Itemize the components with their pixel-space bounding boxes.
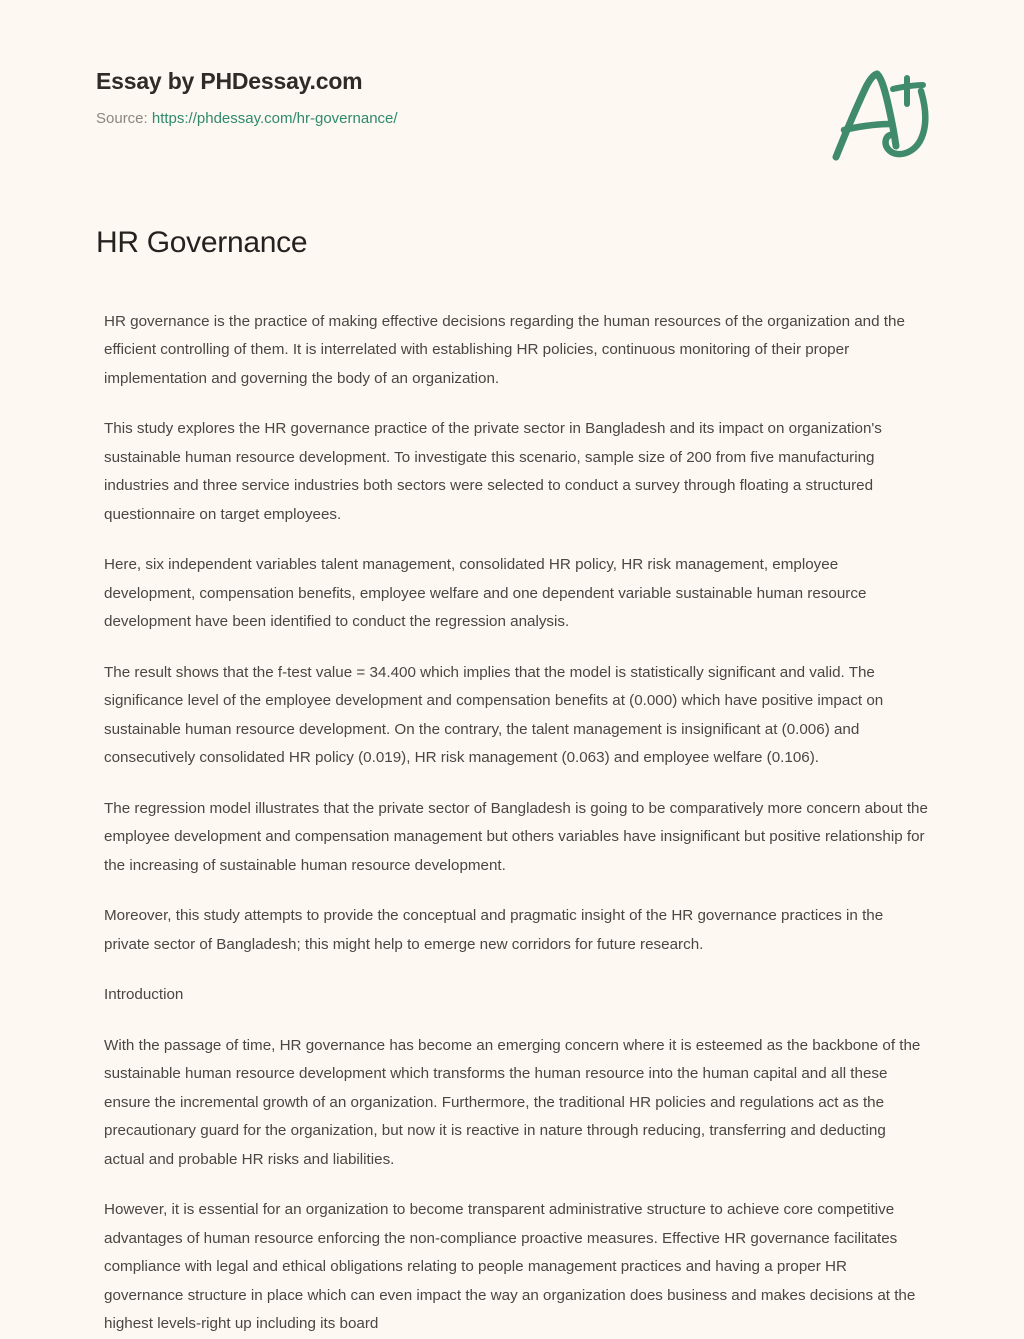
article-paragraph: Here, six independent variables talent management, consolidated HR policy, HR risk management, employee development, compensation benefits, employee welfare and one dependent variable sustainable human resource development have been identified to conduct the regression analysis. [104,556,867,630]
article-paragraph: The result shows that the f-test value = 34.400 which implies that the model is statistically significant and valid. The significance level of the employee development and compensation benefits at (0.000) which have positive impact on sustainable human resource development. On the contrary, the talent management is insignificant at (0.006) and consecutively consolidated HR policy (0.019), HR risk management (0.063) and employee welfare (0.106). [104,663,884,766]
source-line [96,109,928,129]
source-url-link[interactable]: https://phdessay.com/hr-governance/ [151,109,398,127]
article-paragraph: Moreover, this study attempts to provide the conceptual and pragmatic insight of the HR governance practices in the private sector of Bangladesh; this might help to emerge new corridors for future research. [104,907,884,953]
aplus-logo[interactable] [822,58,942,168]
aplus-logo-icon [822,58,942,168]
article-paragraph: However, it is essential for an organization to become transparent administrative structure to achieve core competitive advantages of human resource enforcing the non-compliance proactive measures. Effective HR governance facilitates compliance with legal and ethical obligations relating to people management practices and having a proper HR governance structure in place which can even impact the way an organization does business and makes decisions at the highest levels-right up including its board [104,1201,916,1332]
article-paragraph: The regression model illustrates that the private sector of Bangladesh is going to be comparatively more concern about the employee development and compensation management but others variables have insignificant but positive relationship for the increasing of sustainable human resource development. [104,799,928,874]
page-header [0,0,1024,127]
brand-title: Essay by PHDessay.com [96,68,363,94]
source-label: Source: [96,109,148,127]
page-title: HR Governance [96,226,308,259]
article-container [0,224,1024,1339]
article-paragraph: With the passage of time, HR governance has become an emerging concern where it is esteemed as the backbone of the sustainable human resource development which transforms the human resource into the human capital and all these ensure the incremental growth of an organization. Furthermore, the traditional HR policies and regulations act as the precautionary guard for the organization, but now it is reactive in nature through reducing, transferring and deducting actual and probable HR risks and liabilities. [104,1036,921,1168]
article-paragraph: This study explores the HR governance practice of the private sector in Bangladesh and its impact on organization's sustainable human resource development. To investigate this scenario, sample size of 200 from five manufacturing industries and three service industries both sectors were selected to conduct a survey through floating a structured questionnaire on target employees. [104,420,882,523]
article-paragraph: HR governance is the practice of making effective decisions regarding the human resources of the organization and the efficient controlling of them. It is interrelated with establishing HR policies, continuous monitoring of their proper implementation and governing the body of an organization. [104,312,905,387]
article-body [96,308,928,1339]
article-paragraph: Introduction [104,986,184,1003]
